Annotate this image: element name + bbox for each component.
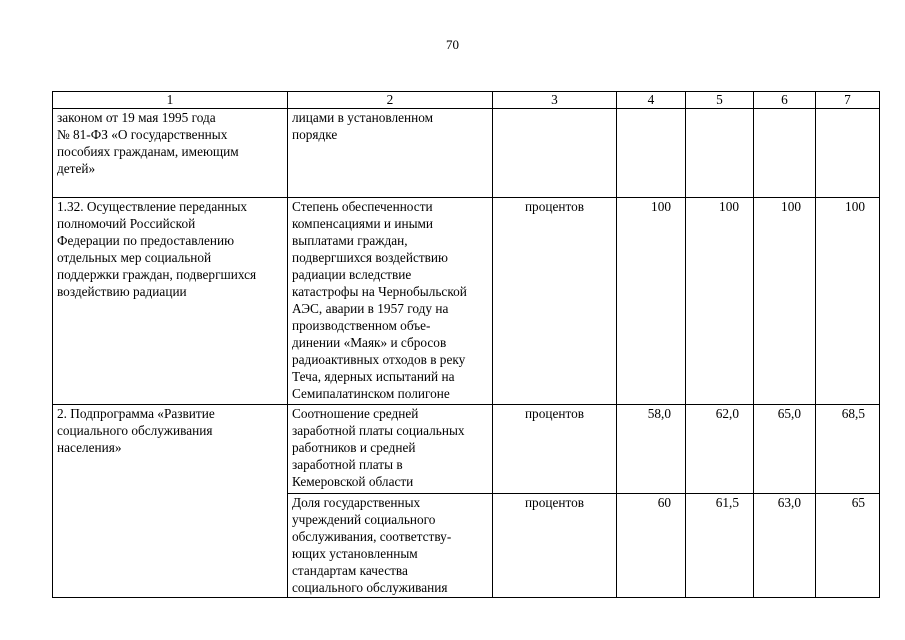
- value-cell: 65,0: [754, 405, 816, 494]
- value-cell: [686, 109, 754, 198]
- indicator-cell: Соотношение средней заработной платы социальных работников и средней заработной платы в Кемеровской области: [288, 405, 493, 494]
- table-row: [53, 198, 880, 405]
- header-cell: 2: [288, 92, 493, 109]
- unit-cell: процентов: [493, 405, 617, 494]
- value-cell: 68,5: [816, 405, 880, 494]
- value-cell: [816, 109, 880, 198]
- header-cell: 6: [754, 92, 816, 109]
- value-cell: 61,5: [686, 494, 754, 598]
- table-row: [53, 405, 880, 494]
- page-number: 70: [446, 37, 459, 52]
- header-cell: 1: [53, 92, 288, 109]
- value-cell: 60: [617, 494, 686, 598]
- unit-cell: процентов: [493, 494, 617, 598]
- header-cell: 7: [816, 92, 880, 109]
- value-cell: 63,0: [754, 494, 816, 598]
- header-cell: 4: [617, 92, 686, 109]
- value-cell: 100: [686, 198, 754, 405]
- table-header-row: [53, 92, 880, 109]
- value-cell: [617, 109, 686, 198]
- value-cell: 100: [816, 198, 880, 405]
- value-cell: 65: [816, 494, 880, 598]
- value-cell: [754, 109, 816, 198]
- value-cell: 100: [754, 198, 816, 405]
- value-cell: 62,0: [686, 405, 754, 494]
- header-cell: 3: [493, 92, 617, 109]
- table-row: [53, 109, 880, 198]
- value-cell: 58,0: [617, 405, 686, 494]
- indicator-cell: Степень обеспеченности компенсациями и иными выплатами граждан, подвергшихся воздействию радиации вследствие катастрофы на Чернобыльской АЭС, аварии в 1957 году на производственном объе- динении «Маяк» и сбросов радиоактивных отходов в реку Теча, ядерных испытаний на Семипалатинском полигоне: [288, 198, 493, 405]
- indicator-cell: лицами в установленном порядке: [288, 109, 493, 198]
- unit-cell: процентов: [493, 198, 617, 405]
- value-cell: 100: [617, 198, 686, 405]
- program-cell: законом от 19 мая 1995 года № 81-ФЗ «О государственных пособиях гражданам, имеющим детей»: [53, 109, 288, 198]
- program-cell: 1.32. Осуществление переданных полномочий Российской Федерации по предоставлению отдельных мер социальной поддержки граждан, подвергшихся воздействию радиации: [53, 198, 288, 405]
- indicators-table: [52, 91, 880, 598]
- unit-cell: [493, 109, 617, 198]
- program-cell: 2. Подпрограмма «Развитие социального обслуживания населения»: [53, 405, 288, 598]
- header-cell: 5: [686, 92, 754, 109]
- indicator-cell: Доля государственных учреждений социального обслуживания, соответству- ющих установленным стандартам качества социального обслуживания: [288, 494, 493, 598]
